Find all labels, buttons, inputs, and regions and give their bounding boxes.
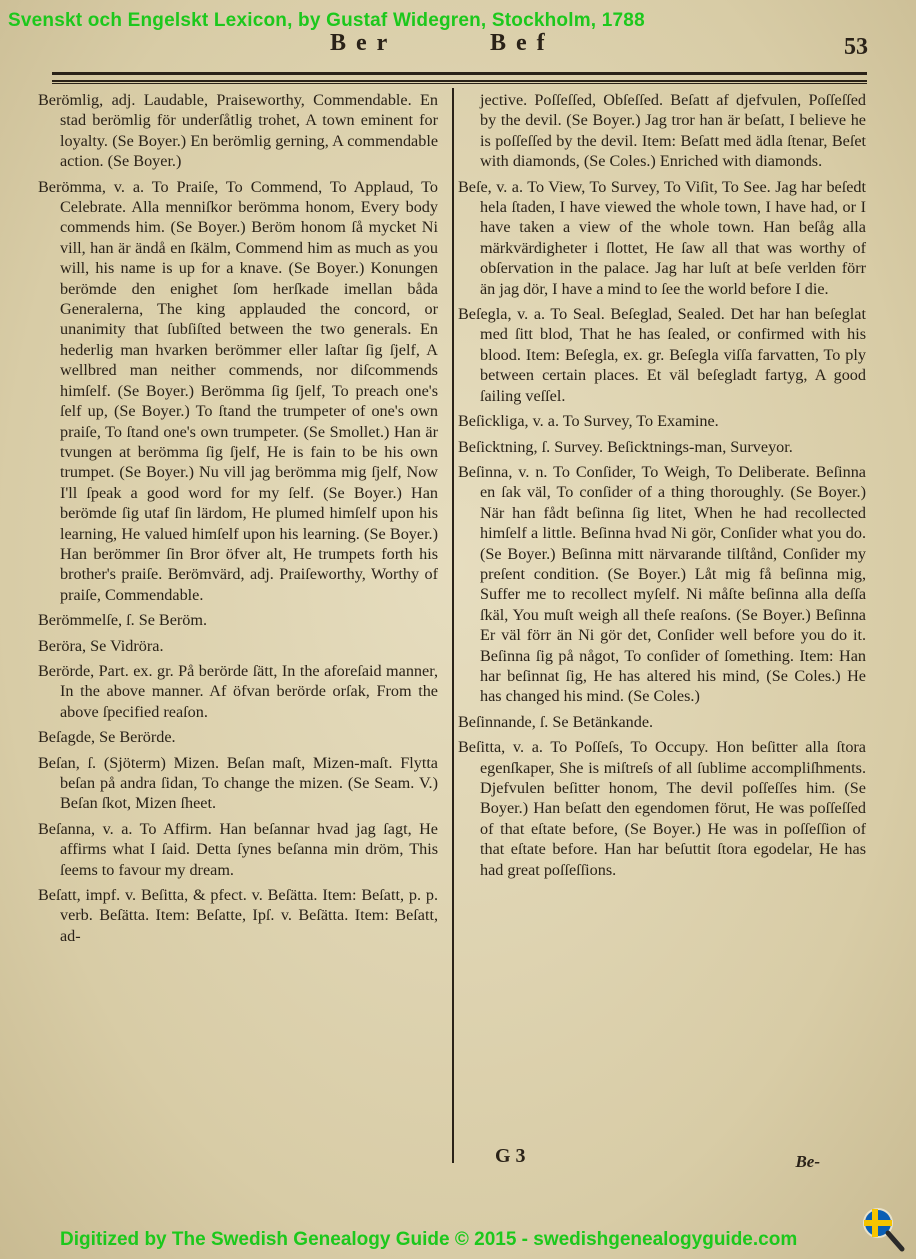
running-head-left: Ber (330, 30, 398, 56)
dictionary-entry: Berömma, v. a. To Praiſe, To Commend, To Applaud, To Celebrate. Alla menniſkor berömma honom, Every body commends him. (Se Boyer.) Beröm honom ſå mycket Ni vill, han är ändå en ſkälm, Commend him as much as you will, his name is up for a knave. (Se Boyer.) Konungen berömde den enighet ſom herſkade imellan båda Generalerna, The king applauded the concord, or unanimity that ſubſiſted between the two generals. En hederlig man hvarken berömmer eller laſtar ſig ſjelf, A wellbred man neither commends, nor diſcommends himſelf. (Se Boyer.) Berömma ſig ſjelf, To preach one's ſelf up, (Se Boyer.) To ſtand the trumpeter of one's own praiſe, To ſtand one's own trumpeter. (Se Smollet.) Han är tvungen at berömma ſig ſjelf, He is fain to be his own trumpet. (Se Boyer.) Nu vill jag berömma mig ſjelf, Now I'll ſpeak a good word for my ſelf. (Se Boyer.) Han berömde ſig utaf ſin lärdom, He plumed himſelf upon his learning, He valued himſelf upon his learning. (Se Boyer.) Han berömmer ſin Bror öfver alt, He trumpets forth his brother's praiſe. Berömvärd, adj. Praiſeworthy, Worthy of praiſe, Commendable. (38, 177, 438, 604)
dictionary-entry-continued: jective. Poſſeſſed, Obſeſſed. Beſatt af djefvulen, Poſſeſſed by the devil. (Se Boyer.) Jag tror han är beſatt, I believe he is poſſeſſed by the devil. Item: Beſatt med ädla ſtenar, Beſet with diamonds, (Se Coles.) Enriched with diamonds. (480, 91, 866, 171)
digitization-footer: Digitized by The Swedish Genealogy Guide © 2015 - swedishgenealogyguide.com (60, 1229, 798, 1250)
dictionary-entry: Berörde, Part. ex. gr. På berörde ſätt, In the aforeſaid manner, In the above manner. Af öfvan berörde orſak, From the above ſpecified reaſon. (38, 661, 438, 721)
header-rule-thin (52, 83, 867, 84)
dictionary-entry: Beſagde, Se Berörde. (38, 728, 176, 747)
dictionary-entry: Beſanna, v. a. To Affirm. Han beſannar hvad jag ſagt, He affirms what I ſaid. Detta ſynes beſanna min dröm, This ſeems to favour my dream. (38, 819, 438, 879)
page-number: 53 (844, 34, 868, 60)
right-column (458, 90, 866, 885)
dictionary-entry: Beſicktning, ſ. Survey. Beſicktnings-man, Surveyor. (458, 437, 793, 456)
dictionary-entry: Beſatt, impf. v. Beſitta, & pfect. v. Beſätta. Item: Beſatt, p. p. verb. Beſätta. Item: Beſatte, Ipſ. v. Beſätta. Item: Beſatt, ad- (38, 886, 438, 945)
digitization-banner: Svenskt och Engelskt Lexicon, by Gustaf Widegren, Stockholm, 1788 (8, 10, 645, 31)
dictionary-entry: Berömlig, adj. Laudable, Praiseworthy, Commendable. En stad berömlig för underſåtlig trohet, A town eminent for loyalty. (Se Boyer.) En berömlig gerning, A commendable action. (Se Boyer.) (38, 91, 438, 171)
column-divider (452, 88, 454, 1163)
dictionary-entry: Beſinna, v. n. To Conſider, To Weigh, To Deliberate. Beſinna en ſak väl, To conſider of a thing thoroughly. (Se Boyer.) När han fådt beſinna ſig litet, When he had recollected himſelf a little. Beſinna hvad Ni gör, Conſider what you do. (Se Boyer.) Beſinna mitt närvarande tilſtånd, Conſider my preſent condition. (Se Boyer.) Låt mig få beſinna mig, Suffer me to recollect myſelf. Ni måſte beſinna alla deſſa ſkäl, You muſt weigh all theſe reaſons. (Se Boyer.) Beſinna Er väl förr än Ni gör det, Conſider well before you do it. Beſinna ſig på något, To conſider of ſomething. Item: Han har beſinnat ſig, He has altered his mind, (Se Coles.) He has changed his mind. (Se Coles.) (458, 462, 866, 706)
dictionary-entry: Beſegla, v. a. To Seal. Beſeglad, Sealed. Det har han beſeglat med ſitt blod, That he has ſealed, or confirmed with his blood. Item: Beſegla, ex. gr. Beſegla viſſa farvatten, To ply between certain places. Et väl beſegladt fartyg, A good ſailing veſſel. (458, 305, 866, 405)
left-column (38, 90, 438, 951)
signature-mark: G 3 (495, 1145, 526, 1167)
dictionary-entry: Beſe, v. a. To View, To Survey, To Viſit, To See. Jag har beſedt hela ſtaden, I have viewed the whole town, I have had, or I have taken a view of the whole town. Han beſåg alla märkvärdigheter i ſlottet, He ſaw all that was worthy of obſervation in the palace. Jag har luſt at beſe verlden förr än jag dör, I have a mind to ſee the world before I die. (458, 177, 866, 298)
dictionary-entry: Berömmelſe, ſ. Se Beröm. (38, 611, 208, 630)
dictionary-entry: Beröra, Se Vidröra. (38, 636, 164, 655)
dictionary-entry: Beſinnande, ſ. Se Betänkande. (458, 712, 654, 731)
catchword: Be- (795, 1152, 820, 1171)
dictionary-entry: Beſickliga, v. a. To Survey, To Examine. (458, 412, 719, 431)
header-rule (52, 72, 867, 82)
dictionary-entry: Beſitta, v. a. To Poſſeſs, To Occupy. Hon beſitter alla ſtora egenſkaper, She is miſtreſs of all ſublime accompliſhments. Djefvulen beſitter honom, The devil poſſeſſes him. (Se Boyer.) Han beſatt den egendomen förut, He was poſſeſſed of that eſtate before, (Se Boyer.) He was in poſſeſſion of that eſtate before. Han har beſuttit ſtora egodelar, He has had great poſſeſſions. (458, 738, 866, 879)
swedish-flag-magnifier-icon (858, 1205, 908, 1255)
running-head-right: Bef (490, 30, 555, 56)
dictionary-entry: Beſan, ſ. (Sjöterm) Mizen. Beſan maſt, Mizen-maſt. Flytta beſan på andra ſidan, To change the mizen. (Se Seam. V.) Beſan ſkot, Mizen ſheet. (38, 753, 438, 813)
